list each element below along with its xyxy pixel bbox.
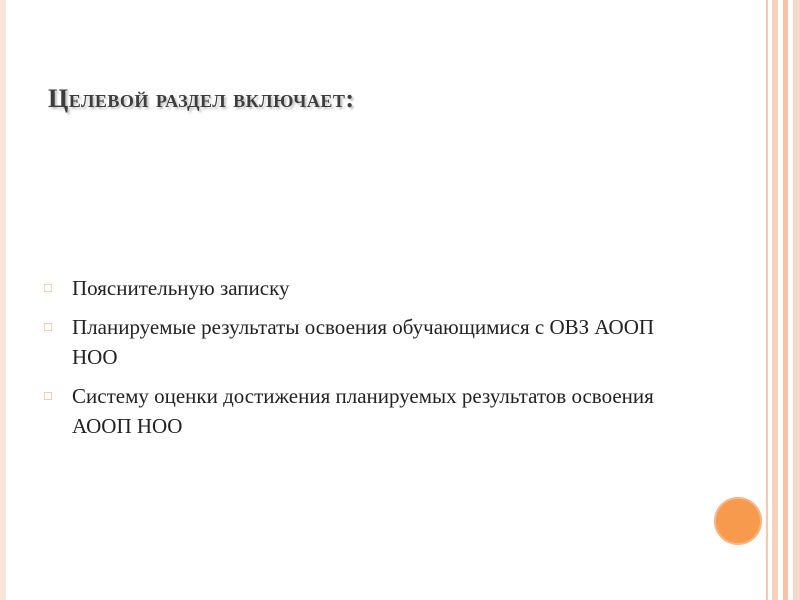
hollow-square-bullet-icon: □ (44, 280, 52, 295)
hollow-square-bullet-icon: □ (44, 388, 52, 403)
list-item-text: Планируемые результаты освоения обучающимися с ОВЗ АООП НОО (72, 315, 655, 369)
bullet-list (44, 273, 694, 450)
stripe-4 (793, 0, 800, 600)
slide-title: Целевой раздел включает: (48, 84, 355, 113)
hollow-square-bullet-icon: □ (44, 319, 52, 334)
stripe-1 (766, 0, 768, 600)
right-decorative-stripes (762, 0, 800, 600)
list-item (44, 381, 694, 441)
orange-circle-decoration (714, 497, 762, 545)
list-item-text: Систему оценки достижения планируемых результатов освоения АООП НОО (72, 384, 654, 438)
list-item (44, 312, 694, 372)
left-decorative-stripe (0, 0, 6, 600)
list-item (44, 273, 694, 303)
stripe-2 (772, 0, 778, 600)
list-item-text: Пояснительную записку (72, 276, 290, 300)
stripe-3 (783, 0, 788, 600)
